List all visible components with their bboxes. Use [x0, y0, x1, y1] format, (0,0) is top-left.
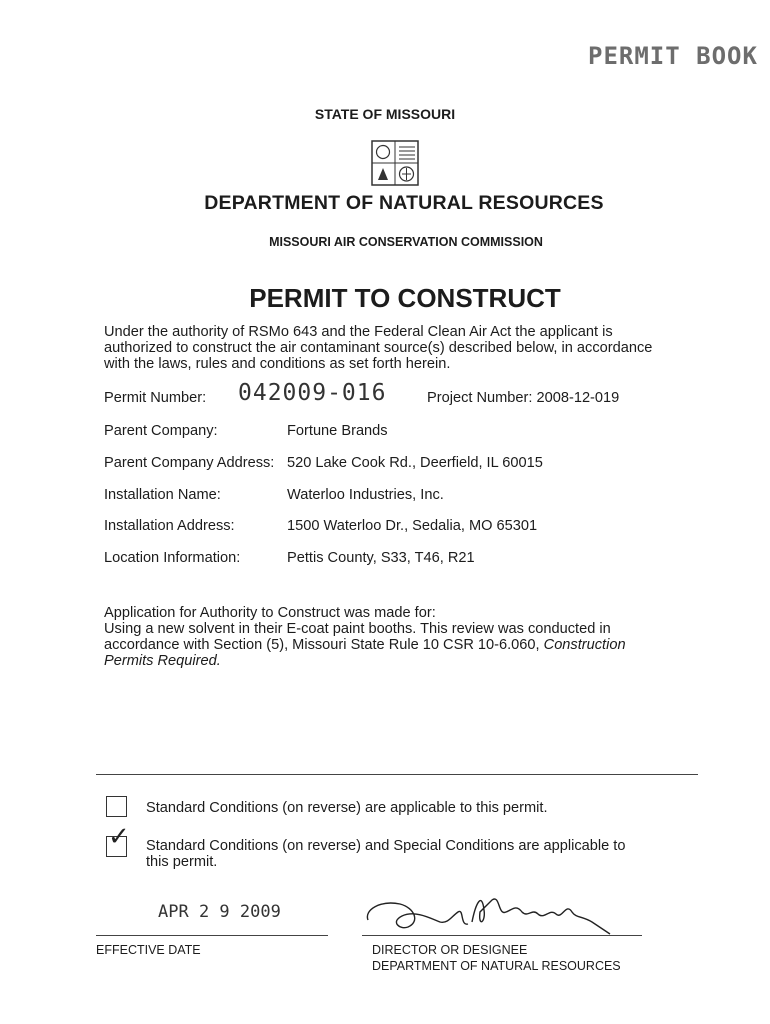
permit-number-label: Permit Number:	[104, 390, 207, 406]
divider	[96, 774, 698, 775]
special-conditions-label	[146, 838, 625, 870]
application-text: accordance with Section (5), Missouri State Rule 10 CSR 10-6.060,	[104, 637, 544, 653]
director-signature	[360, 882, 620, 942]
field-label: Parent Company Address:	[104, 455, 275, 471]
field-row	[104, 518, 538, 534]
project-number	[427, 390, 619, 406]
field-label: Installation Name:	[104, 487, 221, 503]
field-value: Waterloo Industries, Inc.	[287, 487, 444, 503]
field-label: Parent Company:	[104, 423, 218, 439]
field-value: 520 Lake Cook Rd., Deerfield, IL 60015	[287, 455, 543, 471]
department-seal-icon	[371, 140, 419, 186]
department-heading: DEPARTMENT OF NATURAL RESOURCES	[204, 192, 604, 214]
rule-title: Construction	[543, 637, 626, 653]
field-label: Location Information:	[104, 550, 241, 566]
field-row	[104, 550, 475, 566]
condition-line: this permit.	[146, 854, 218, 870]
state-heading: STATE OF MISSOURI	[314, 106, 456, 122]
intro-line: authorized to construct the air contaminant source(s) described below, in accordance	[104, 340, 653, 356]
document-title: PERMIT TO CONSTRUCT	[249, 283, 561, 313]
project-number-value: 2008-12-019	[536, 390, 620, 406]
application-paragraph	[104, 605, 704, 669]
field-row	[104, 455, 543, 471]
condition-line: Standard Conditions (on reverse) and Special Conditions are applicable to	[146, 838, 626, 854]
date-line	[96, 935, 328, 936]
application-line	[104, 637, 704, 653]
project-number-label: Project Number:	[427, 390, 533, 406]
standard-conditions-label: Standard Conditions (on reverse) are applicable to this permit.	[146, 800, 548, 816]
permit-number-value: 042009-016	[238, 380, 387, 406]
effective-date-value: APR 2 9 2009	[158, 902, 281, 922]
application-line: Application for Authority to Construct was made for:	[104, 605, 436, 621]
commission-heading: MISSOURI AIR CONSERVATION COMMISSION	[269, 235, 543, 249]
department-label: DEPARTMENT OF NATURAL RESOURCES	[372, 959, 621, 973]
intro-line: with the laws, rules and conditions as set forth herein.	[104, 356, 451, 372]
rule-title: Permits Required.	[104, 653, 221, 669]
field-label: Installation Address:	[104, 518, 235, 534]
standard-conditions-checkbox[interactable]	[106, 796, 127, 817]
signature-line	[362, 935, 642, 936]
field-row	[104, 487, 444, 503]
field-row	[104, 423, 388, 439]
director-label: DIRECTOR OR DESIGNEE	[372, 943, 528, 957]
field-value: 1500 Waterloo Dr., Sedalia, MO 65301	[287, 518, 538, 534]
checkmark-icon: ✓	[108, 822, 130, 852]
application-line: Using a new solvent in their E-coat paint booths. This review was conducted in	[104, 621, 611, 637]
intro-paragraph	[104, 324, 694, 372]
permit-book-stamp: PERMIT BOOK	[588, 42, 758, 70]
field-value: Pettis County, S33, T46, R21	[287, 550, 475, 566]
field-value: Fortune Brands	[287, 423, 388, 439]
effective-date-label: EFFECTIVE DATE	[96, 943, 201, 957]
application-line	[104, 653, 704, 669]
intro-line: Under the authority of RSMo 643 and the Federal Clean Air Act the applicant is	[104, 324, 613, 340]
